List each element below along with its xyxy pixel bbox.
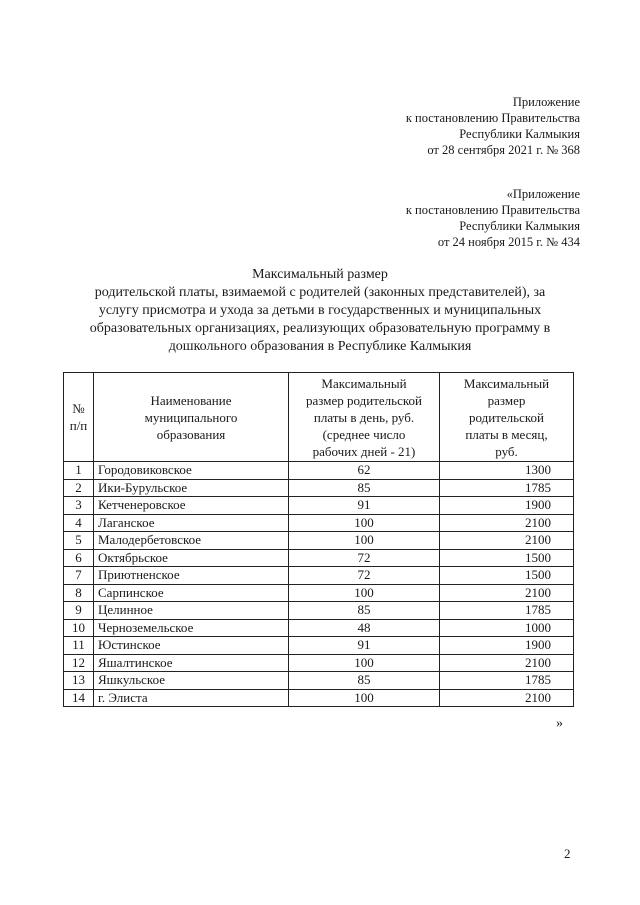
table-row: [64, 654, 574, 672]
table-row: [64, 514, 574, 532]
header-daily-fee: [289, 373, 440, 462]
row-municipality: Малодербетовское: [94, 532, 289, 550]
row-number: 7: [64, 567, 94, 585]
table-row: [64, 479, 574, 497]
title-line: образовательных организациях, реализующих образовательную программу в: [89, 321, 551, 336]
header-monthly-fee: [440, 373, 574, 462]
header-line: Максимальный: [321, 375, 407, 391]
row-municipality: Кетченеровское: [94, 497, 289, 515]
row-municipality: Сарпинское: [94, 584, 289, 602]
appendix-header-current: [406, 94, 580, 158]
row-number: 11: [64, 637, 94, 655]
row-number: 13: [64, 672, 94, 690]
header-number: [64, 373, 94, 462]
row-daily-fee: 85: [289, 479, 440, 497]
table-header-row: [64, 373, 574, 462]
row-municipality: Целинное: [94, 602, 289, 620]
row-monthly-fee: 1785: [440, 602, 574, 620]
table-row: [64, 602, 574, 620]
table-row: [64, 497, 574, 515]
appendix-line: Республики Калмыкия: [459, 219, 580, 233]
table-row: [64, 549, 574, 567]
header-line: п/п: [69, 418, 88, 433]
fee-rates-table: [63, 372, 574, 707]
row-number: 5: [64, 532, 94, 550]
row-daily-fee: 85: [289, 672, 440, 690]
row-daily-fee: 100: [289, 584, 440, 602]
row-number: 14: [64, 689, 94, 707]
row-number: 8: [64, 584, 94, 602]
document-title: [56, 266, 584, 356]
row-monthly-fee: 2100: [440, 689, 574, 707]
appendix-line: Республики Калмыкия: [459, 127, 580, 141]
appendix-line: «Приложение: [506, 187, 580, 201]
row-daily-fee: 72: [289, 567, 440, 585]
row-daily-fee: 91: [289, 497, 440, 515]
table-row: [64, 532, 574, 550]
row-municipality: Юстинское: [94, 637, 289, 655]
row-municipality: Октябрьское: [94, 549, 289, 567]
row-daily-fee: 62: [289, 462, 440, 480]
row-municipality: Приютненское: [94, 567, 289, 585]
title-line: родительской платы, взимаемой с родителей (законных представителей), за: [94, 285, 546, 300]
appendix-line: к постановлению Правительства: [405, 203, 580, 217]
appendix-header-original: [406, 186, 580, 250]
row-daily-fee: 72: [289, 549, 440, 567]
row-municipality: Ики-Бурульское: [94, 479, 289, 497]
row-daily-fee: 100: [289, 514, 440, 532]
row-number: 2: [64, 479, 94, 497]
header-line: образования: [156, 426, 226, 442]
row-monthly-fee: 1500: [440, 549, 574, 567]
row-number: 6: [64, 549, 94, 567]
header-line: Наименование: [150, 392, 232, 408]
row-daily-fee: 100: [289, 532, 440, 550]
table-row: [64, 584, 574, 602]
row-number: 4: [64, 514, 94, 532]
appendix-line: к постановлению Правительства: [405, 111, 580, 125]
header-line: размер родительской: [306, 392, 422, 408]
table-row: [64, 689, 574, 707]
appendix-line: от 28 сентября 2021 г. № 368: [427, 143, 580, 157]
row-monthly-fee: 1300: [440, 462, 574, 480]
row-number: 1: [64, 462, 94, 480]
row-municipality: Черноземельское: [94, 619, 289, 637]
header-line: №: [72, 401, 85, 416]
header-municipality: [94, 373, 289, 462]
header-line: муниципального: [144, 409, 238, 425]
row-monthly-fee: 1900: [440, 497, 574, 515]
header-line: платы в день, руб.: [313, 409, 415, 425]
row-monthly-fee: 2100: [440, 532, 574, 550]
row-municipality: Городовиковское: [94, 462, 289, 480]
row-municipality: г. Элиста: [94, 689, 289, 707]
title-line: услугу присмотра и ухода за детьми в государственных и муниципальных: [98, 303, 542, 318]
row-monthly-fee: 2100: [440, 654, 574, 672]
table-row: [64, 619, 574, 637]
row-monthly-fee: 1500: [440, 567, 574, 585]
row-daily-fee: 48: [289, 619, 440, 637]
row-municipality: Яшалтинское: [94, 654, 289, 672]
row-daily-fee: 91: [289, 637, 440, 655]
row-daily-fee: 85: [289, 602, 440, 620]
table-row: [64, 567, 574, 585]
page-number: 2: [564, 846, 571, 861]
appendix-line: Приложение: [512, 95, 580, 109]
table-row: [64, 462, 574, 480]
row-municipality: Яшкульское: [94, 672, 289, 690]
row-number: 3: [64, 497, 94, 515]
table-row: [64, 672, 574, 690]
header-line: родительской: [469, 409, 544, 425]
row-monthly-fee: 2100: [440, 514, 574, 532]
row-monthly-fee: 1785: [440, 479, 574, 497]
header-line: рабочих дней - 21): [312, 443, 416, 459]
row-monthly-fee: 1900: [440, 637, 574, 655]
header-line: платы в месяц,: [465, 426, 548, 442]
row-monthly-fee: 1000: [440, 619, 574, 637]
appendix-line: от 24 ноября 2015 г. № 434: [437, 235, 580, 249]
table-row: [64, 637, 574, 655]
closing-quote: »: [556, 716, 563, 731]
row-daily-fee: 100: [289, 689, 440, 707]
row-monthly-fee: 1785: [440, 672, 574, 690]
header-line: руб.: [495, 443, 518, 459]
row-number: 12: [64, 654, 94, 672]
title-line: дошкольного образования в Республике Калмыкия: [168, 339, 472, 354]
header-line: размер: [487, 392, 526, 408]
header-line: (среднее число: [322, 426, 406, 442]
header-line: Максимальный: [463, 375, 550, 391]
row-monthly-fee: 2100: [440, 584, 574, 602]
row-number: 10: [64, 619, 94, 637]
row-number: 9: [64, 602, 94, 620]
row-municipality: Лаганское: [94, 514, 289, 532]
row-daily-fee: 100: [289, 654, 440, 672]
title-line: Максимальный размер: [252, 267, 388, 282]
